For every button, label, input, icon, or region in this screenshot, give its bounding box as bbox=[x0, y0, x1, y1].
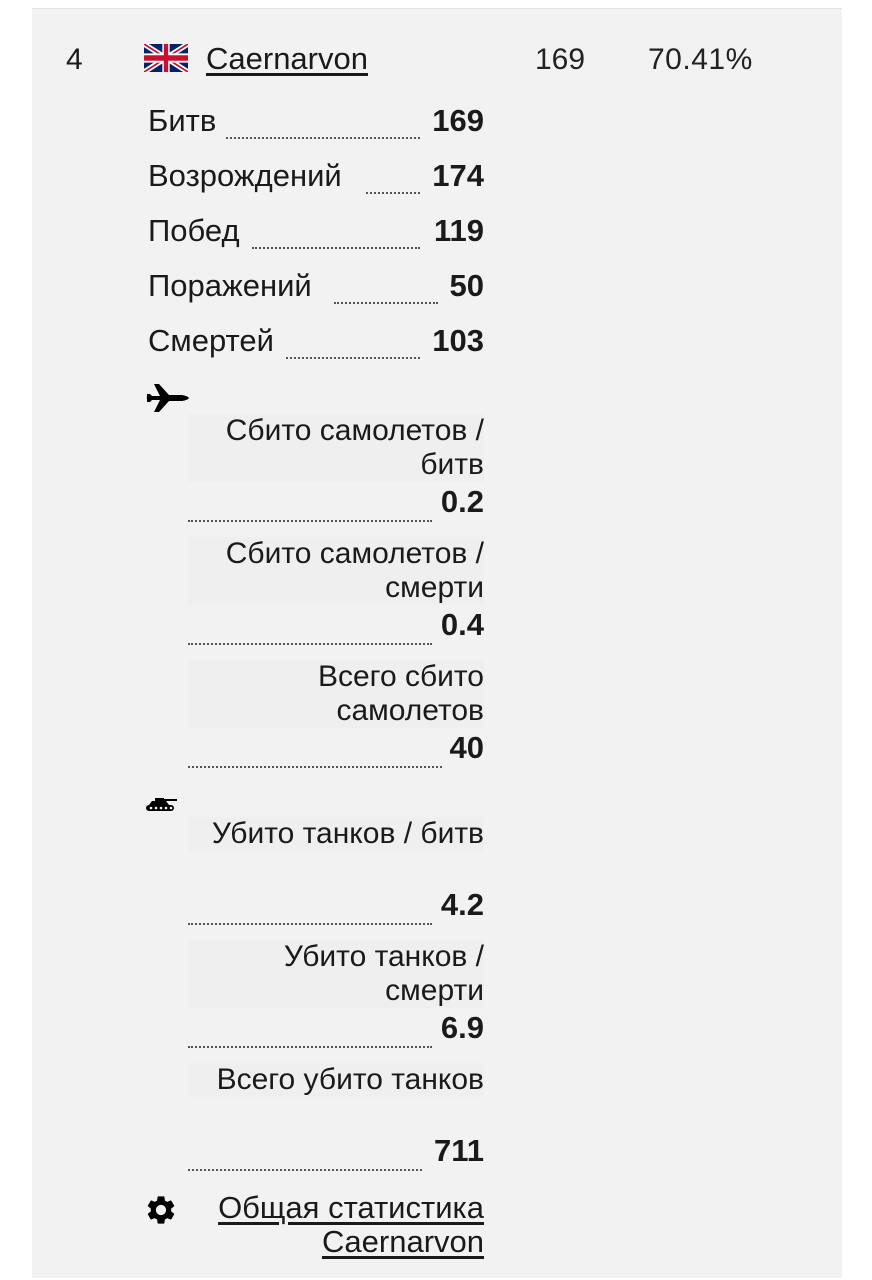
dotted-leader bbox=[188, 643, 432, 645]
battles-count: 169 bbox=[535, 43, 586, 76]
dotted-leader bbox=[226, 137, 420, 139]
stat-value: 6.9 bbox=[440, 1010, 484, 1045]
dotted-leader bbox=[188, 1169, 422, 1171]
stat-label: Поражений bbox=[148, 268, 312, 303]
stat-row-respawns bbox=[144, 156, 484, 196]
stat-value: 40 bbox=[449, 730, 484, 765]
ground-stat-kills-per-death bbox=[186, 940, 484, 1052]
air-stat-kills-per-battle bbox=[186, 414, 484, 526]
stat-row-deaths bbox=[144, 321, 484, 361]
stat-value: 4.2 bbox=[440, 887, 484, 922]
dotted-leader bbox=[188, 520, 432, 522]
stat-label: Всего сбито самолетов bbox=[188, 660, 484, 728]
dotted-leader bbox=[188, 766, 442, 768]
gear-icon bbox=[144, 1193, 178, 1227]
air-stat-total-kills bbox=[186, 660, 484, 772]
stat-row-battles bbox=[144, 101, 484, 141]
overall-stats-link[interactable]: Общая статистика Caernarvon bbox=[218, 1190, 484, 1259]
jet-icon bbox=[144, 381, 190, 415]
tank-icon bbox=[144, 793, 178, 815]
stat-label: Убито танков / смерти bbox=[188, 940, 484, 1008]
stat-value: 103 bbox=[432, 323, 484, 358]
winrate-value: 70.41% bbox=[648, 43, 753, 76]
dotted-leader bbox=[188, 1046, 432, 1048]
stat-label: Всего убито танков bbox=[188, 1063, 484, 1097]
ground-stat-total-kills bbox=[186, 1063, 484, 1175]
stat-row-defeats bbox=[144, 266, 484, 306]
stat-row-wins bbox=[144, 211, 484, 251]
dotted-leader bbox=[188, 923, 432, 925]
stat-label: Битв bbox=[148, 103, 217, 138]
stat-value: 711 bbox=[433, 1133, 484, 1168]
dotted-leader bbox=[334, 302, 438, 304]
stat-label: Сбито самолетов / битв bbox=[188, 414, 484, 482]
stat-value: 169 bbox=[432, 103, 484, 138]
dotted-leader bbox=[252, 247, 420, 249]
stat-value: 50 bbox=[449, 268, 484, 303]
stat-label: Смертей bbox=[148, 323, 274, 358]
stat-label: Сбито самолетов / смерти bbox=[188, 537, 484, 605]
dotted-leader bbox=[366, 192, 420, 194]
stat-value: 0.4 bbox=[440, 607, 484, 642]
ground-stat-kills-per-battle bbox=[186, 817, 484, 929]
stat-value: 174 bbox=[432, 158, 484, 193]
dotted-leader bbox=[286, 357, 420, 359]
stat-value: 119 bbox=[433, 213, 484, 248]
stat-label: Побед bbox=[148, 213, 240, 248]
vehicle-name-link[interactable]: Caernarvon bbox=[206, 41, 368, 76]
stat-value: 0.2 bbox=[440, 484, 484, 519]
stat-label: Убито танков / битв bbox=[188, 817, 484, 851]
stat-label: Возрождений bbox=[148, 158, 342, 193]
air-stat-kills-per-death bbox=[186, 537, 484, 649]
uk-flag-icon bbox=[144, 44, 188, 72]
vehicle-stats-card bbox=[32, 8, 842, 1278]
rank-number: 4 bbox=[66, 43, 83, 76]
